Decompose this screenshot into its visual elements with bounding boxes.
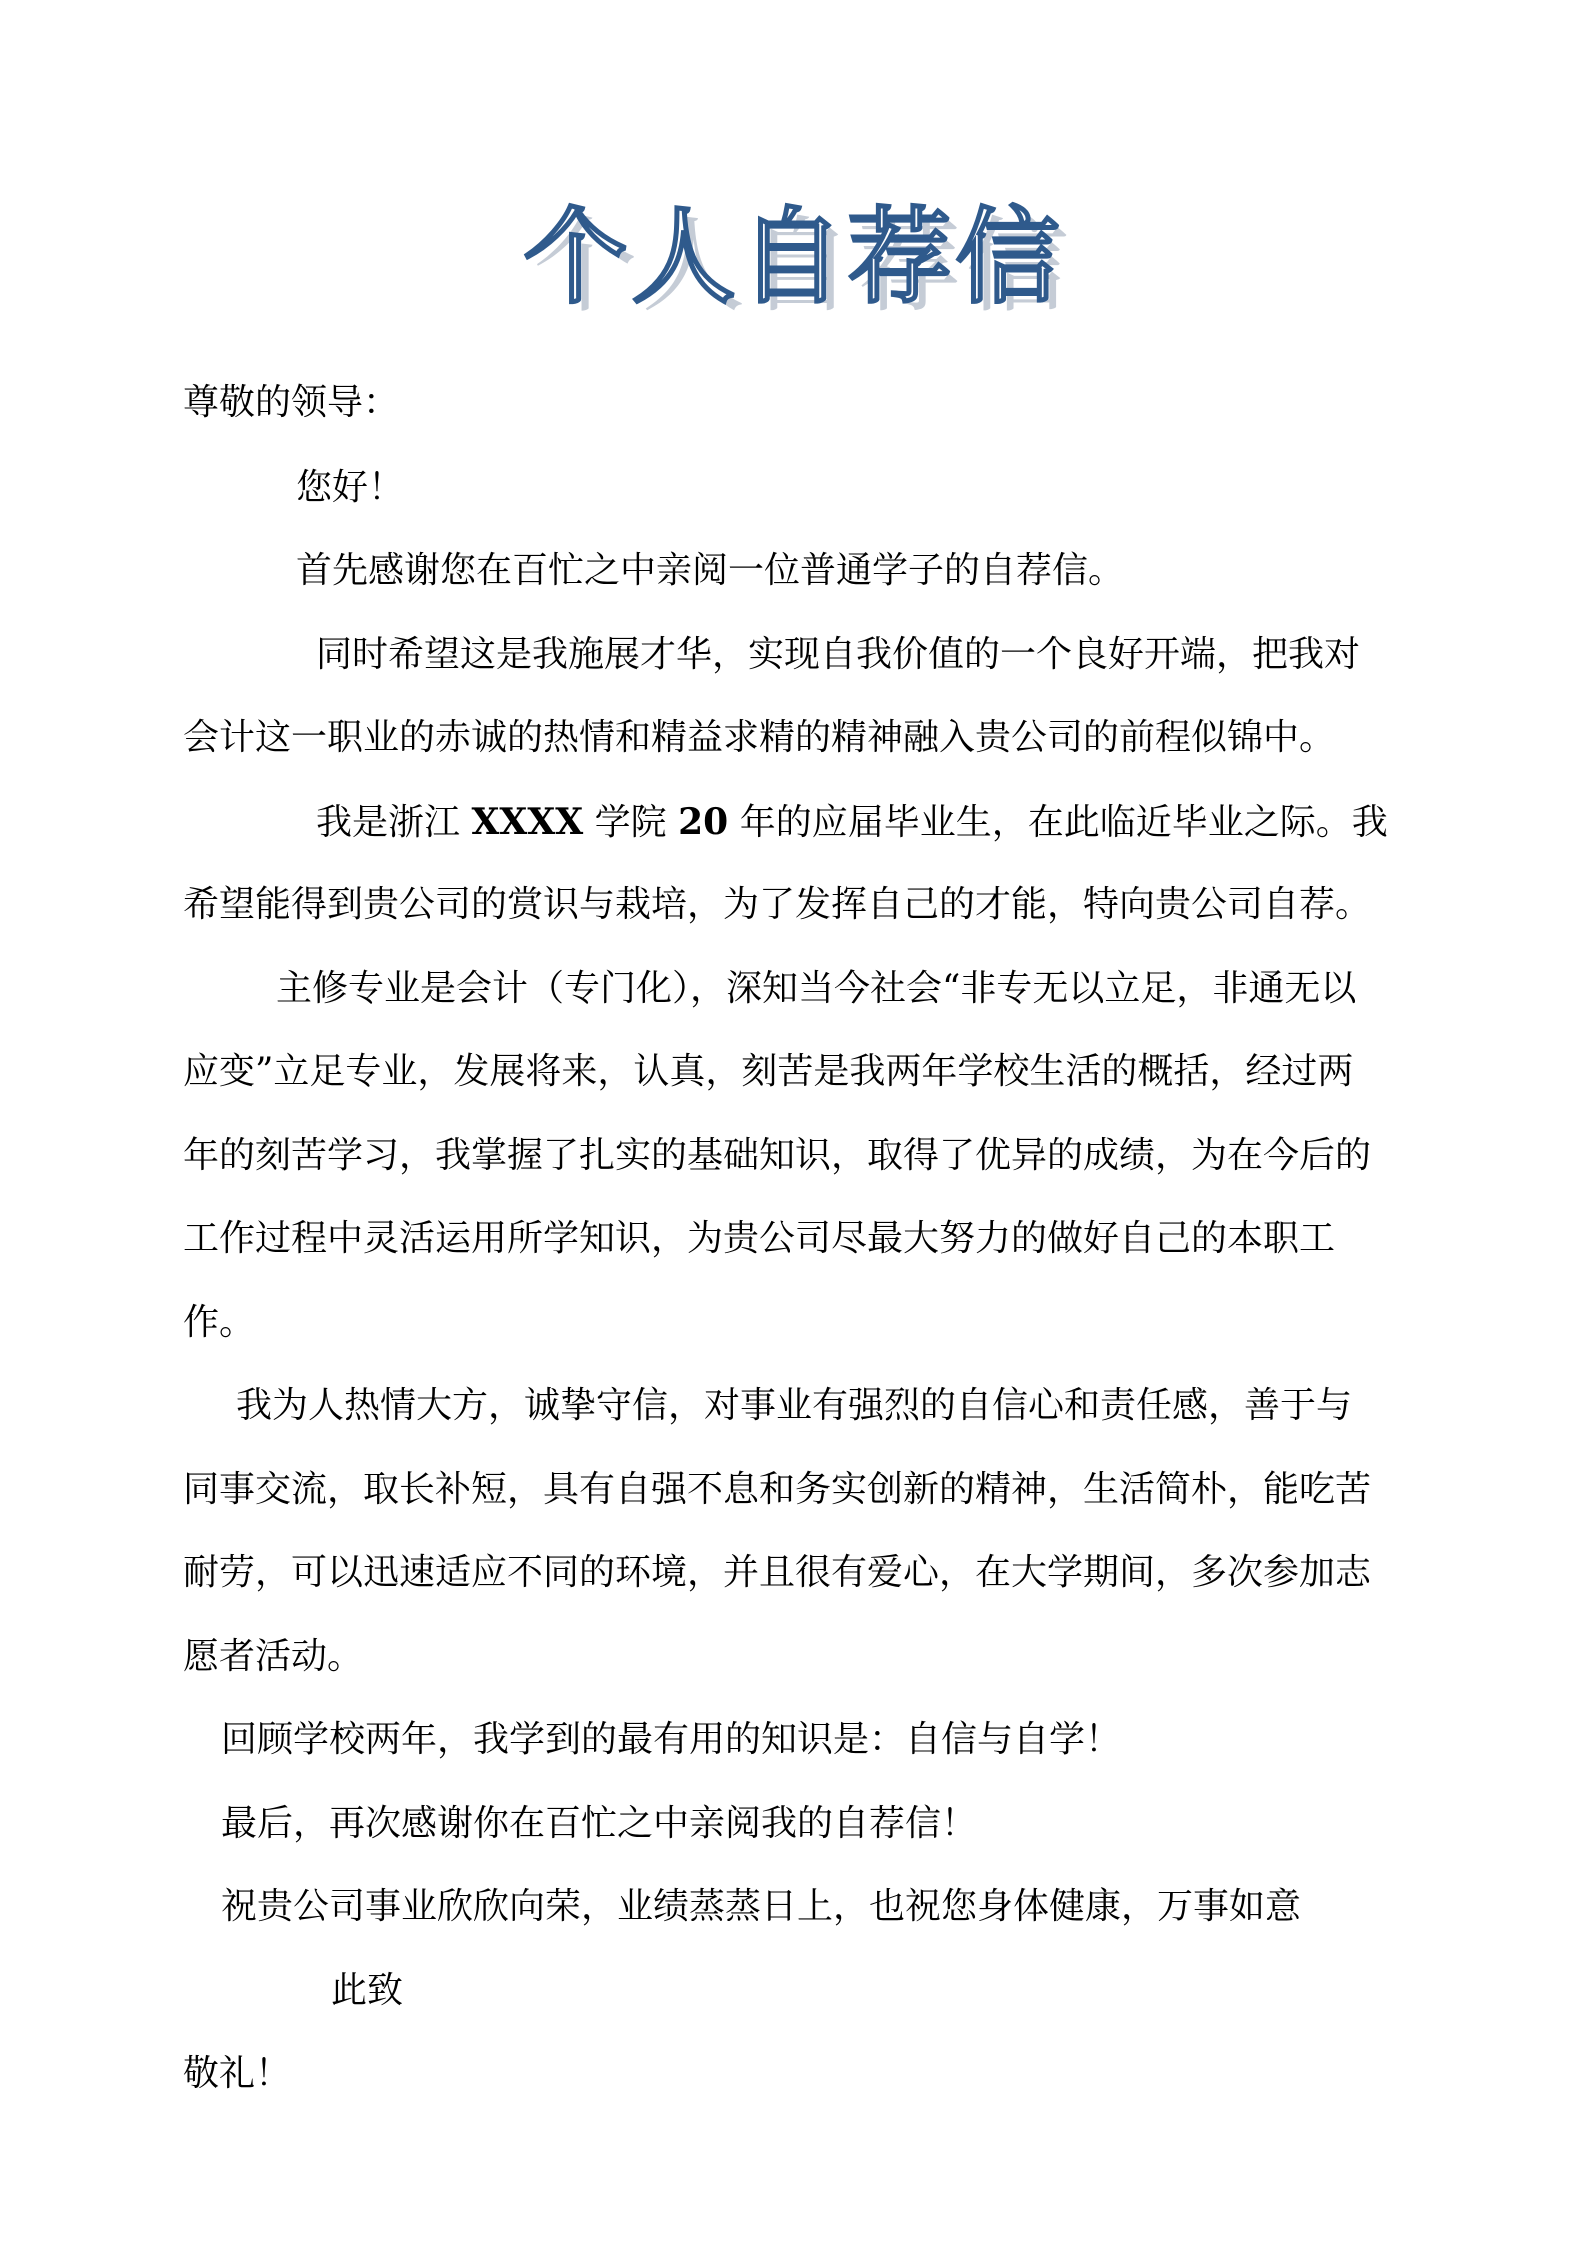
paragraph-major-line-1: 主修专业是会计（专门化），深知当今社会“非专无以立足，非通无以 [276, 968, 1357, 1009]
paragraph-personality-line-2: 同事交流，取长补短，具有自强不息和务实创新的精神，生活简朴，能吃苦 [183, 1469, 1372, 1510]
paragraph-intro-line-2: 希望能得到贵公司的赏识与栽培，为了发挥自己的才能，特向贵公司自荐。 [183, 884, 1372, 925]
paragraph-major-line-2: 应变”立足专业，发展将来，认真，刻苦是我两年学校生活的概括，经过两 [183, 1051, 1354, 1092]
paragraph-thanks: 首先感谢您在百忙之中亲阅一位普通学子的自荐信。 [296, 550, 1125, 591]
closing: 此致 [331, 1970, 404, 2011]
paragraph-personality-line-3: 耐劳，可以迅速适应不同的环境，并且很有爱心，在大学期间，多次参加志 [183, 1552, 1372, 1593]
paragraph-wishes: 祝贵公司事业欣欣向荣，业绩蒸蒸日上，也祝您身体健康，万事如意 [221, 1886, 1302, 1927]
intro-text-a: 我是浙江 [316, 802, 461, 843]
salutation: 尊敬的领导： [183, 382, 400, 423]
intro-text-e: 年的应届毕业生，在此临近毕业之际。我 [739, 802, 1388, 843]
intro-text-c: 学院 [594, 802, 667, 843]
paragraph-major-line-5: 作。 [183, 1302, 256, 1343]
paragraph-major-line-3: 年的刻苦学习，我掌握了扎实的基础知识，取得了优异的成绩，为在今后的 [183, 1135, 1372, 1176]
paragraph-review: 回顾学校两年，我学到的最有用的知识是：自信与自学！ [221, 1719, 1122, 1760]
paragraph-personality-line-1: 我为人热情大方，诚挚守信，对事业有强烈的自信心和责任感，善于与 [236, 1385, 1353, 1426]
letter-title: 个人自荐信 [523, 196, 1064, 318]
graduation-year: 20 [678, 801, 729, 843]
paragraph-hope-line-1: 同时希望这是我施展才华，实现自我价值的一个良好开端，把我对 [316, 634, 1361, 675]
paragraph-hope-line-2: 会计这一职业的赤诚的热情和精益求精的精神融入贵公司的前程似锦中。 [183, 717, 1336, 758]
school-name: XXXX [471, 801, 584, 843]
paragraph-final-thanks: 最后，再次感谢你在百忙之中亲阅我的自荐信！ [221, 1803, 978, 1844]
greeting: 您好！ [296, 467, 405, 508]
paragraph-personality-line-4: 愿者活动。 [183, 1636, 364, 1677]
paragraph-intro-line-1 [316, 797, 1388, 848]
paragraph-major-line-4: 工作过程中灵活运用所学知识，为贵公司尽最大努力的做好自己的本职工 [183, 1218, 1336, 1259]
regards: 敬礼！ [183, 2053, 292, 2094]
